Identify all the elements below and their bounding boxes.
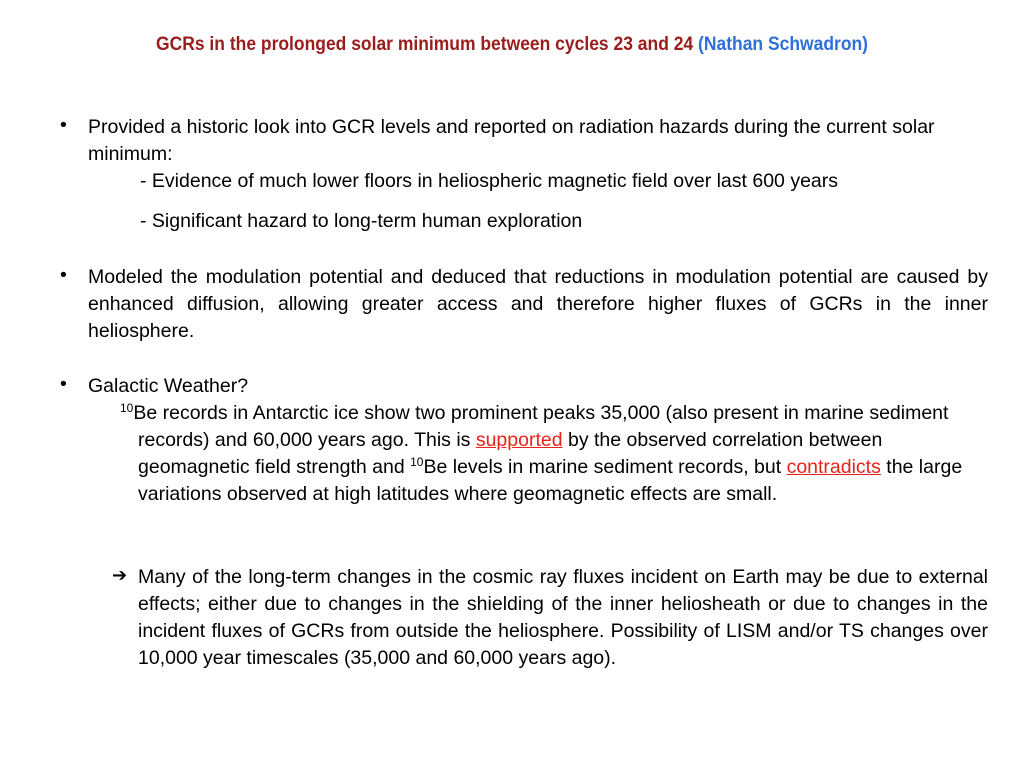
para1-part3: Be levels in marine sediment records, but xyxy=(423,456,787,478)
external-effects-paragraph: Many of the long-term changes in the cosmic ray fluxes incident on Earth may be due to external effects; either due to changes in the shielding of the inner heliosheath or due to changes in the incident fluxes of GCRs from outside the heliosphere. Possibility of LISM and/or TS changes over 10,000 year timescales (35,000 and 60,000 years ago). xyxy=(138,566,988,669)
bullet-1-text: Provided a historic look into GCR levels and reported on radiation hazards during the current solar minimum: xyxy=(88,116,935,165)
superscript-10-b: 10 xyxy=(410,455,424,469)
title-text: GCRs in the prolonged solar minimum between cycles 23 and 24 xyxy=(156,34,694,55)
para1-part1: Be records in Antarctic ice show two prominent peaks 35,000 (also present in marine sediment records) and 60,000 years ago. This is xyxy=(133,402,949,451)
bullet-1-sub-2: - Significant hazard to long-term human exploration xyxy=(140,210,583,232)
para1-part2: by the observed correlation between geomagnetic field strength and xyxy=(138,429,883,478)
para1-part4: the large variations observed at high latitudes where geomagnetic effects are small. xyxy=(138,456,963,505)
bullet-3-text: Galactic Weather? xyxy=(88,375,249,397)
bullet-1-marker: • xyxy=(60,114,67,136)
bullet-2-marker: • xyxy=(60,264,67,286)
right-arrow-icon: ➔ xyxy=(112,565,128,586)
slide-title xyxy=(41,34,983,56)
bullet-2-text: Modeled the modulation potential and deduced that reductions in modulation potential are caused by enhanced diffusion, allowing greater access and therefore higher fluxes of GCRs in the inner heliosphere. xyxy=(88,266,988,342)
contradicts-link[interactable]: contradicts xyxy=(786,456,881,478)
supported-link[interactable]: supported xyxy=(475,429,563,451)
bullet-1-sub-1: - Evidence of much lower floors in heliospheric magnetic field over last 600 years xyxy=(140,170,839,192)
bullet-3-marker: • xyxy=(60,373,67,395)
beryllium-paragraph xyxy=(120,400,970,508)
superscript-10-a: 10 xyxy=(120,401,134,415)
title-author: (Nathan Schwadron) xyxy=(698,34,868,55)
